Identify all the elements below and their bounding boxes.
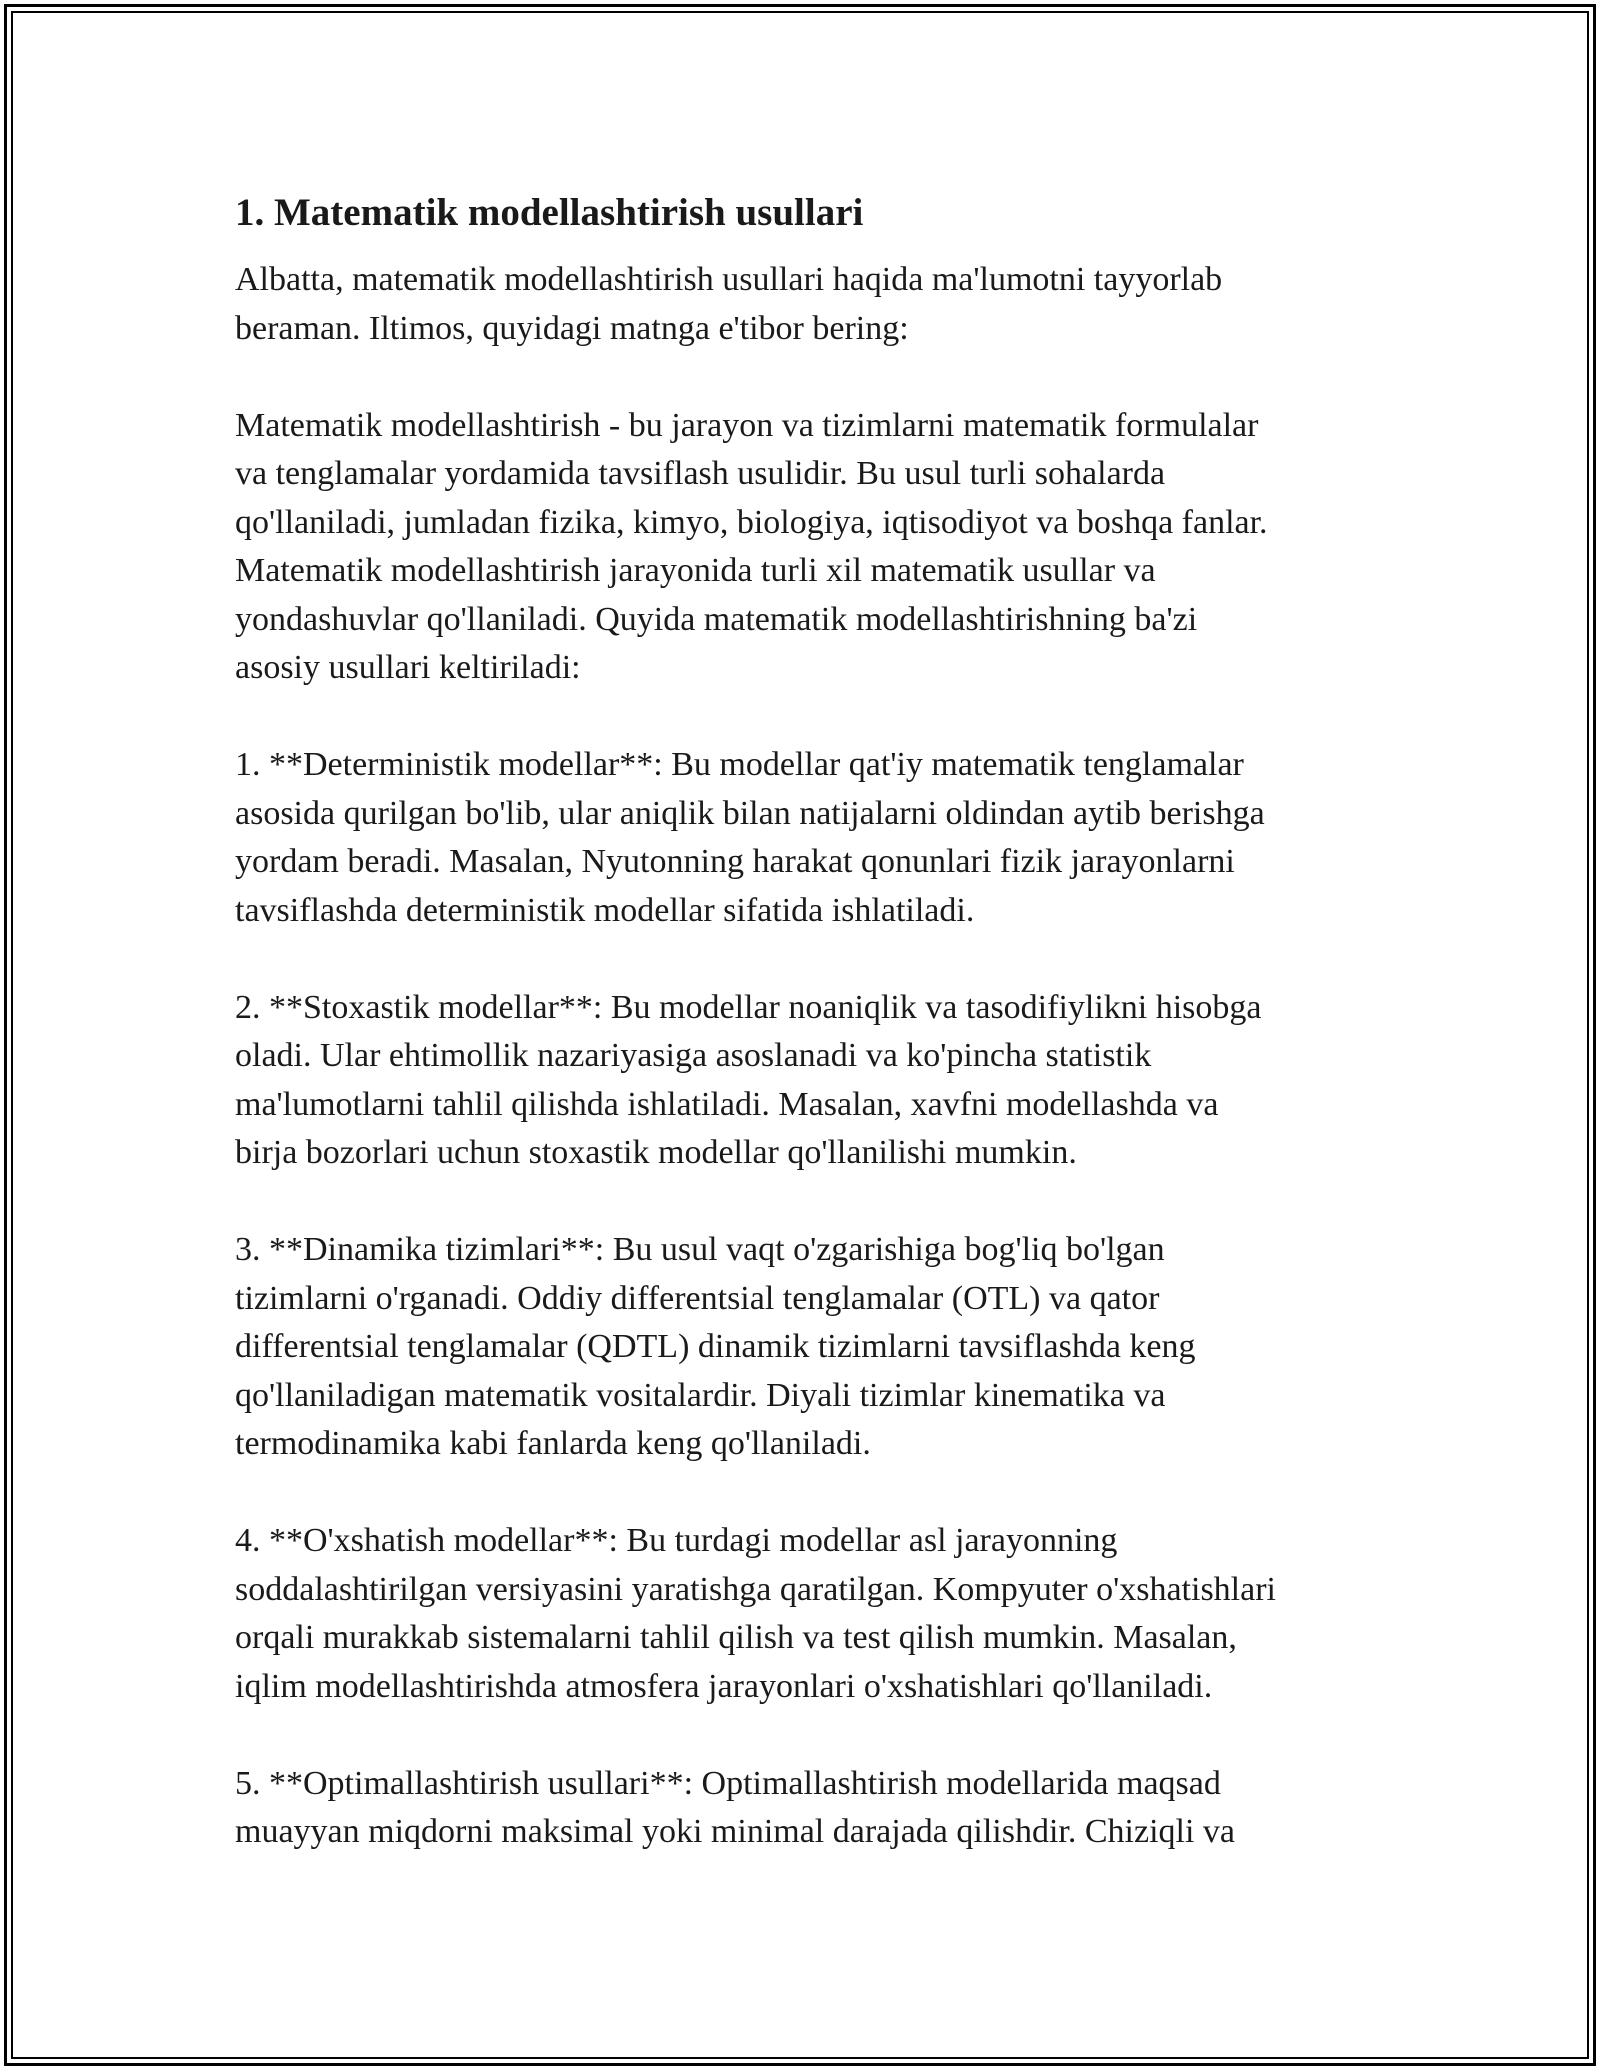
intro-paragraph: Albatta, matematik modellashtirish usullari haqida ma'lumotni tayyorlab beraman. Iltimos, quyidagi matnga e'tibor bering: (235, 261, 1223, 347)
definition-paragraph: Matematik modellashtirish - bu jarayon va tizimlarni matematik formulalar va tenglamalar yordamida tavsiflash usulidir. Bu usul turli sohalarda qo'llaniladi, jumladan fizika, kimyo, biologiya, iqtisodiyot va boshqa fanlar. Matematik modellashtirish jarayonida turli xil matematik usullar va yondashuvlar qo'llaniladi. Quyida matematik modellashtirishning ba'zi asosiy usullari keltiriladi: (235, 406, 1268, 686)
document-title: 1. Matematik modellashtirish usullari (235, 191, 864, 234)
method-optimization-paragraph: 5. **Optimallashtirish usullari**: Optimallashtirish modellarida maqsad muayyan miqdorni maksimal yoki minimal darajada qilishdir. Chiziqli va (235, 1764, 1235, 1850)
method-dynamic-systems-paragraph: 3. **Dinamika tizimlari**: Bu usul vaqt o'zgarishiga bog'liq bo'lgan tizimlarni o'rganadi. Oddiy differentsial tenglamalar (OTL) va qator differentsial tenglamalar (QDTL) dinamik tizimlarni tavsiflashda keng qo'llaniladigan matematik vositalardir. Diyali tizimlar kinematika va termodinamika kabi fanlarda keng qo'llaniladi. (235, 1231, 1196, 1462)
document-body (235, 180, 1375, 1857)
method-simulation-paragraph: 4. **O'xshatish modellar**: Bu turdagi modellar asl jarayonning soddalashtirilgan versiyasini yaratishga qaratilgan. Kompyuter o'xshatishlari orqali murakkab sistemalarni tahlil qilish va test qilish mumkin. Masalan, iqlim modellashtirishda atmosfera jarayonlari o'xshatishlari qo'llaniladi. (235, 1522, 1276, 1705)
method-stochastic-paragraph: 2. **Stoxastik modellar**: Bu modellar noaniqlik va tasodifiylikni hisobga oladi. Ular ehtimollik nazariyasiga asoslanadi va ko'pincha statistik ma'lumotlarni tahlil qilishda ishlatiladi. Masalan, xavfni modellashda va birja bozorlari uchun stoxastik modellar qo'llanilishi mumkin. (235, 988, 1262, 1171)
method-deterministic-paragraph: 1. **Deterministik modellar**: Bu modellar qat'iy matematik tenglamalar asosida qurilgan bo'lib, ular aniqlik bilan natijalarni oldindan aytib berishga yordam beradi. Masalan, Nyutonning harakat qonunlari fizik jarayonlarni tavsiflashda deterministik modellar sifatida ishlatiladi. (235, 746, 1265, 929)
